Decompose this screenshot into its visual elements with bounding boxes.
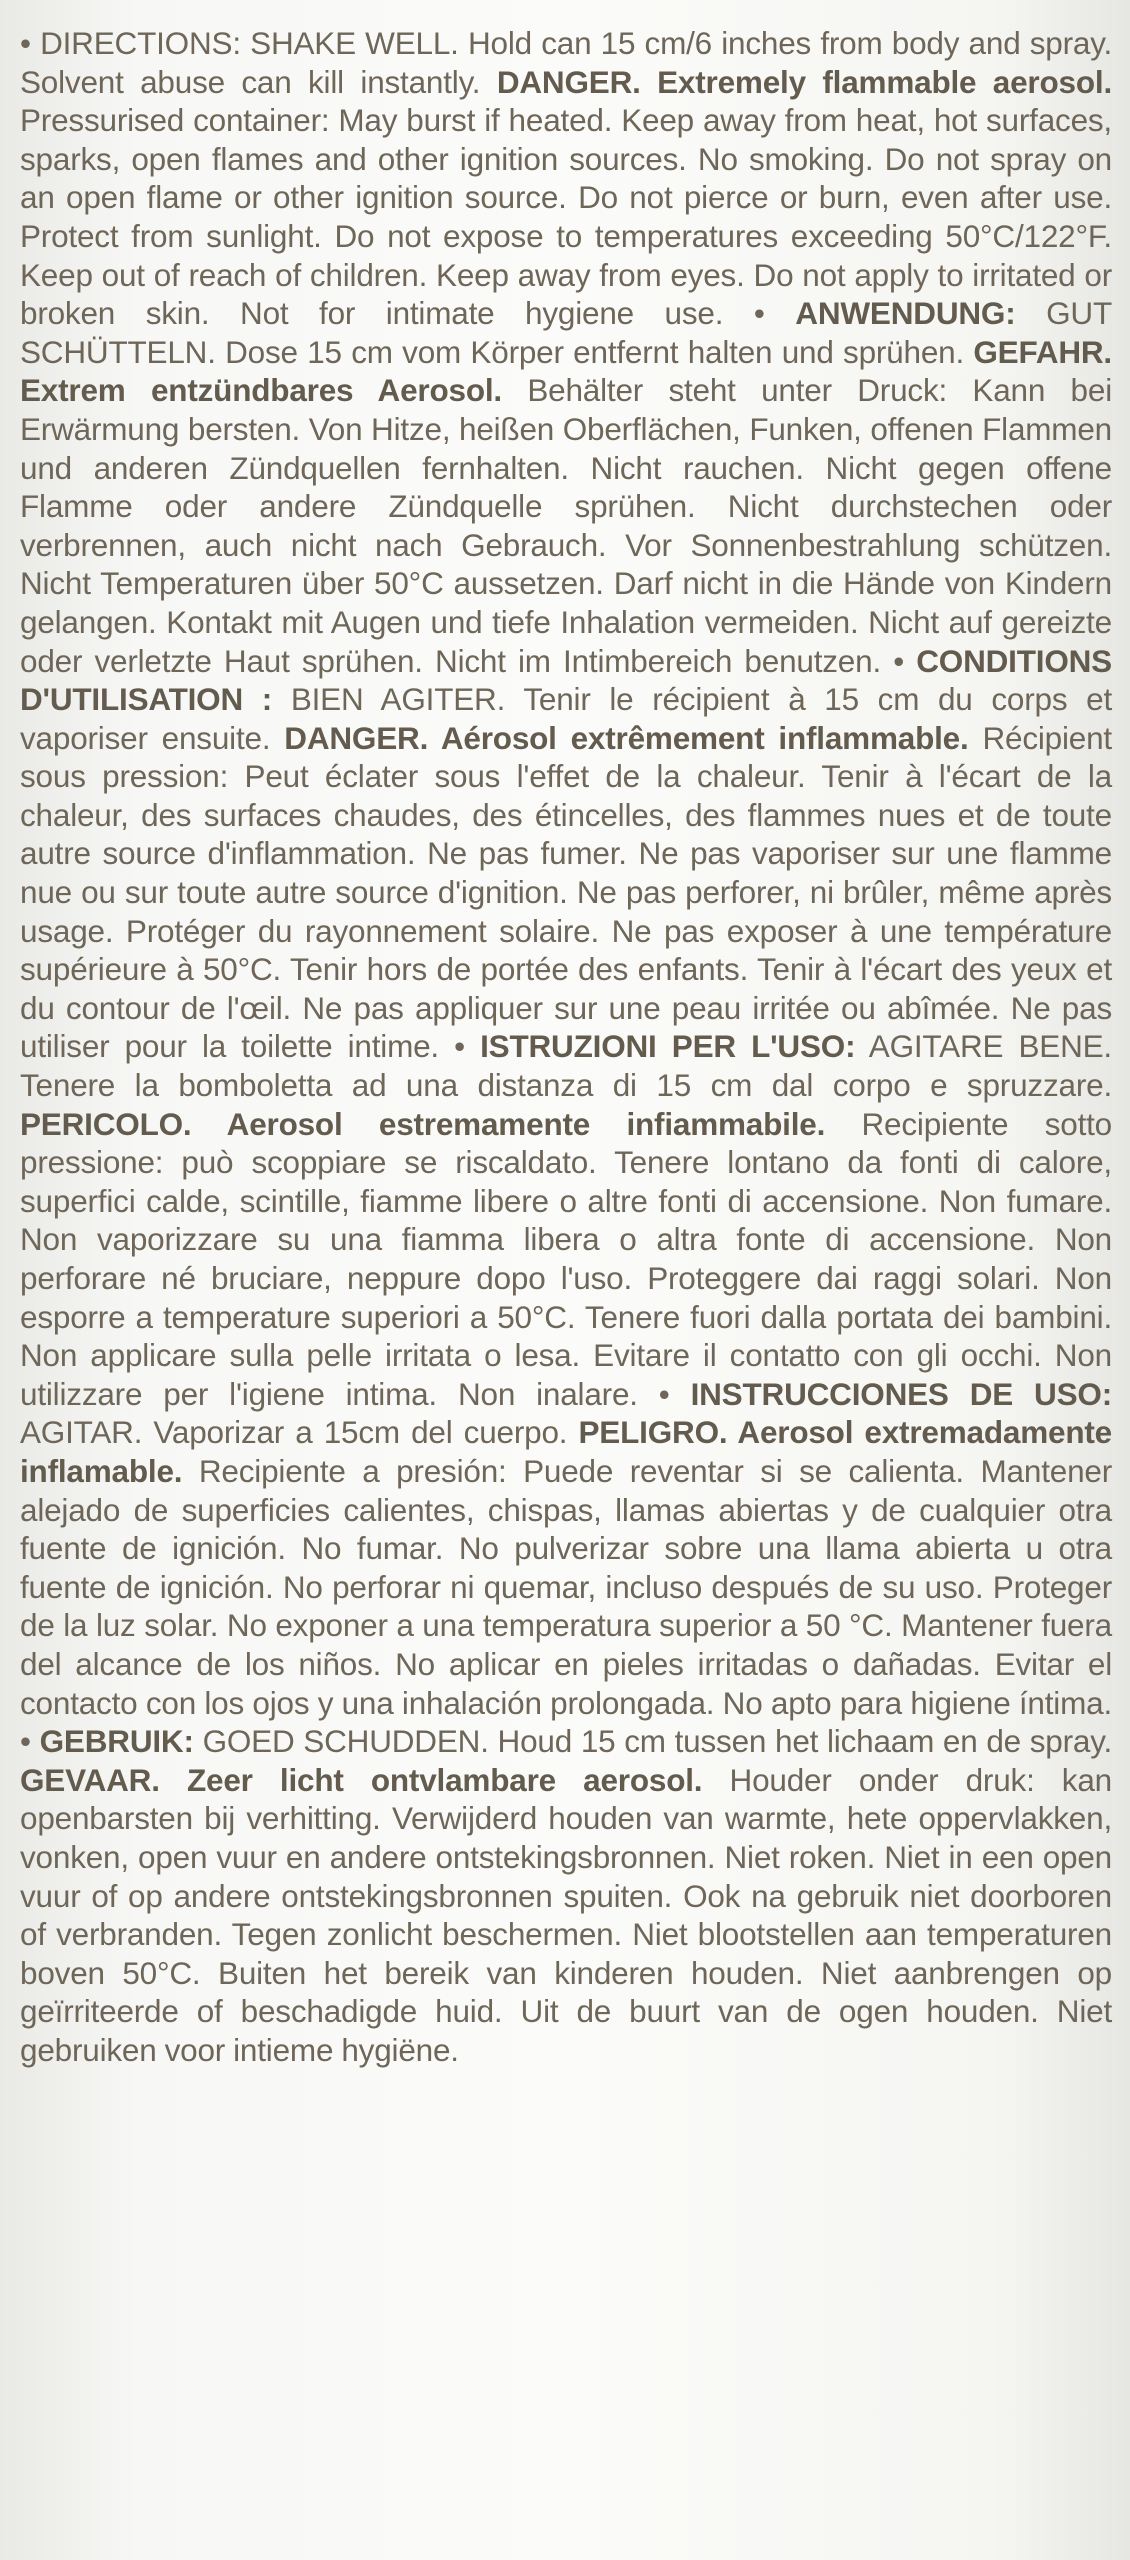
directions-nl-intro: GOED SCHUDDEN. Houd 15 cm tussen het lichaam en de spray. bbox=[193, 1723, 1112, 1760]
section-heading-es: INSTRUCCIONES DE USO: bbox=[690, 1375, 1112, 1412]
directions-es-intro: AGITAR. Vaporizar a 15cm del cuerpo. bbox=[20, 1414, 579, 1451]
directions-nl-body: Houder onder druk: kan openbarsten bij verhitting. Verwijderd houden van warmte, hete oppervlakken, vonken, open vuur en andere ontstekingsbronnen. Niet roken. Niet in een open vuur of op andere ontstekingsbronnen spuiten. Ook na gebruik niet doorboren of verbranden. Tegen zonlicht beschermen. Niet blootstellen aan temperaturen boven 50°C. Buiten het bereik van kinderen houden. Niet aanbrengen op geïrriteerde of beschadigde huid. Uit de buurt van de ogen houden. Niet gebruiken voor intieme hygiëne. bbox=[20, 1761, 1112, 2068]
directions-es-body: Recipiente a presión: Puede reventar si se calienta. Mantener alejado de superficies calientes, chispas, llamas abiertas y de cualquier otra fuente de ignición. No fumar. No pulverizar sobre una llama abierta u otra fuente de ignición. No perforar ni quemar, incluso después de su uso. Proteger de la luz solar. No exponer a una temperatura superior a 50 °C. Mantener fuera del alcance de los niños. No aplicar en pieles irritadas o dañadas. Evitar el contacto con los ojos y una inhalación prolongada. No apto para higiene íntima. • bbox=[20, 1452, 1112, 1760]
section-heading-de: ANWENDUNG: bbox=[795, 295, 1016, 332]
directions-it-intro: AGITARE BENE. Tenere la bomboletta ad una distanza di 15 cm dal corpo e spruzzare. bbox=[20, 1028, 1112, 1104]
section-heading-fr: CONDITIONS D'UTILISATION : bbox=[20, 642, 1112, 718]
danger-warning-fr: DANGER. Aérosol extrêmement inflammable. bbox=[284, 719, 969, 756]
section-heading-it: ISTRUZIONI PER L'USO: bbox=[480, 1028, 856, 1065]
danger-warning-nl: GEVAAR. Zeer licht ontvlambare aerosol. bbox=[20, 1761, 703, 1798]
directions-fr-body: Récipient sous pression: Peut éclater sous l'effet de la chaleur. Tenir à l'écart de la chaleur, des surfaces chaudes, des étincelles, des flammes nues et de toute autre source d'inflammation. Ne pas fumer. Ne pas vaporiser sur une flamme nue ou sur toute autre source d'ignition. Ne pas perforer, ni brûler, même après usage. Protéger du rayonnement solaire. Ne pas exposer à une température supérieure à 50°C. Tenir hors de portée des enfants. Tenir à l'écart des yeux et du contour de l'œil. Ne pas appliquer sur une peau irritée ou abîmée. Ne pas utiliser pour la toilette intime. • bbox=[20, 719, 1112, 1065]
directions-fr-intro: BIEN AGITER. Tenir le récipient à 15 cm du corps et vaporiser ensuite. bbox=[20, 681, 1112, 756]
danger-warning-es: PELIGRO. Aerosol extremadamente inflamable. bbox=[20, 1414, 1112, 1489]
danger-warning-en: DANGER. Extremely flammable aerosol. bbox=[496, 63, 1112, 100]
directions-en-body: Pressurised container: May burst if heated. Keep away from heat, hot surfaces, sparks, open flames and other ignition sources. No smoking. Do not spray on an open flame or other ignition source. Do not pierce or burn, even after use. Protect from sunlight. Do not expose to temperatures exceeding 50°C/122°F. Keep out of reach of children. Keep away from eyes. Do not apply to irritated or broken skin. Not for intimate hygiene use. • bbox=[20, 102, 1112, 332]
directions-it-body: Recipiente sotto pressione: può scoppiare se riscaldato. Tenere lontano da fonti di calore, superfici calde, scintille, fiamme libere o altre fonti di accensione. Non fumare. Non vaporizzare su una fiamma libera o altra fonte di accensione. Non perforare né bruciare, neppure dopo l'uso. Proteggere dai raggi solari. Non esporre a temperature superiori a 50°C. Tenere fuori dalla portata dei bambini. Non applicare sulla pelle irritata o lesa. Evitare il contatto con gli occhi. Non utilizzare per l'igiene intima. Non inalare. • bbox=[20, 1105, 1112, 1412]
section-heading-nl: GEBRUIK: bbox=[39, 1723, 194, 1760]
danger-warning-de: GEFAHR. Extrem entzündbares Aerosol. bbox=[20, 333, 1112, 409]
directions-de-body: Behälter steht unter Druck: Kann bei Erwärmung bersten. Von Hitze, heißen Oberflächen, Funken, offenen Flammen und anderen Zündquellen fernhalten. Nicht rauchen. Nicht gegen offene Flamme oder andere Zündquelle sprühen. Nicht durchstechen oder verbrennen, auch nicht nach Gebrauch. Vor Sonnenbestrahlung schützen. Nicht Temperaturen über 50°C aussetzen. Darf nicht in die Hände von Kindern gelangen. Kontakt mit Augen und tiefe Inhalation vermeiden. Nicht auf gereizte oder verletzte Haut sprühen. Nicht im Intimbereich benutzen. • bbox=[20, 372, 1112, 679]
danger-warning-it: PERICOLO. Aerosol estremamente infiammabile. bbox=[20, 1105, 826, 1142]
directions-text-block bbox=[20, 24, 1112, 2069]
directions-de-intro: GUT SCHÜTTELN. Dose 15 cm vom Körper entfernt halten und sprühen. bbox=[20, 295, 1112, 370]
directions-en-intro: • DIRECTIONS: SHAKE WELL. Hold can 15 cm/6 inches from body and spray. Solvent abuse can kill instantly. bbox=[20, 25, 1112, 100]
